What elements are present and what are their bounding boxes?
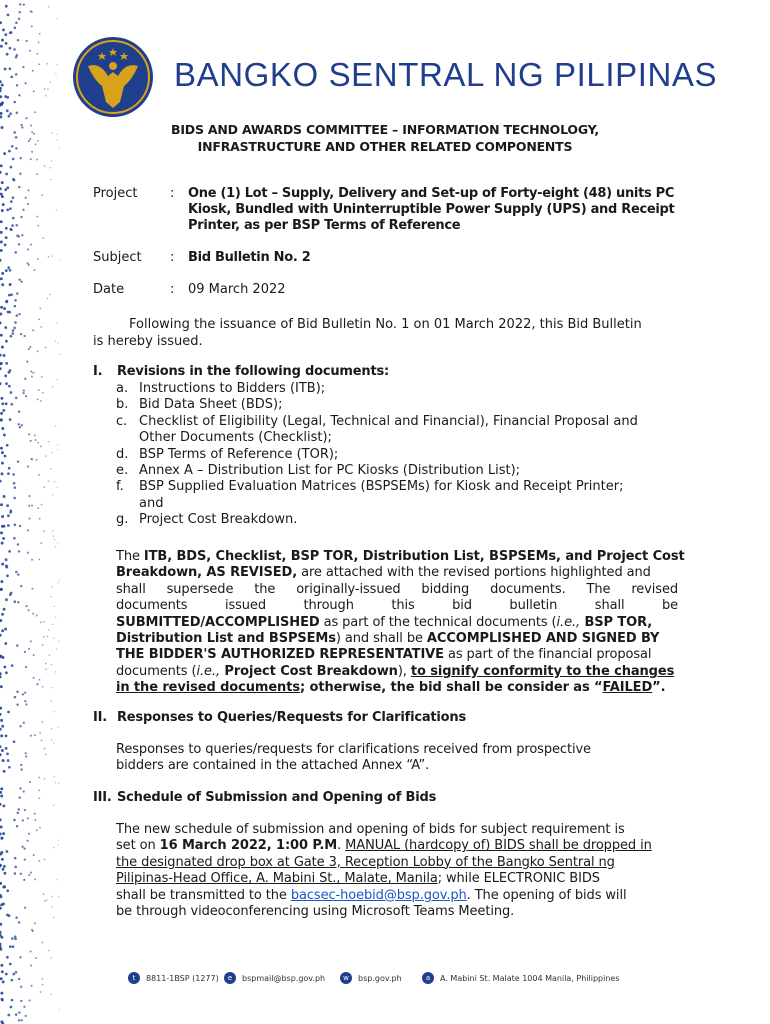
web-icon: w: [340, 972, 352, 984]
project-value-line: Printer, as per BSP Terms of Reference: [188, 218, 461, 233]
location-icon: a: [422, 972, 434, 984]
project-value-line: Kiosk, Bundled with Uninterruptible Power Supply (UPS) and Receipt: [188, 202, 675, 217]
colon: :: [170, 282, 175, 297]
section-2-heading: [93, 710, 466, 725]
justified-line: shall supersede the originally-issued bidding documents. The revised: [116, 581, 678, 597]
subject-value: Bid Bulletin No. 2: [188, 250, 311, 265]
list-item: g. Project Cost Breakdown.: [116, 512, 298, 528]
date-value: 09 March 2022: [188, 282, 286, 297]
section-title: Schedule of Submission and Opening of Bids: [117, 790, 437, 805]
footer-website[interactable]: w bsp.gov.ph: [340, 972, 402, 984]
section-title: Revisions in the following documents:: [117, 364, 389, 379]
section-3-heading: [93, 790, 436, 805]
intro-line: Following the issuance of Bid Bulletin No. 1 on 01 March 2022, this Bid Bulletin: [129, 317, 642, 332]
section-title: Responses to Queries/Requests for Clarifications: [117, 710, 467, 725]
intro-line: is hereby issued.: [93, 334, 203, 349]
committee-title-line: BIDS AND AWARDS COMMITTEE – INFORMATION TECHNOLOGY,: [171, 122, 599, 137]
decorative-dot-border: [0, 0, 70, 1024]
list-item: c. Checklist of Eligibility (Legal, Technical and Financial), Financial Proposal and Other Documents (Checklist);: [116, 413, 638, 446]
list-item: d. BSP Terms of Reference (TOR);: [116, 446, 339, 462]
section-number: II.: [93, 710, 108, 725]
list-item: e. Annex A – Distribution List for PC Kiosks (Distribution List);: [116, 463, 521, 479]
list-item: a. Instructions to Bidders (ITB);: [116, 381, 326, 396]
intro-paragraph: [93, 316, 677, 350]
phone-icon: t: [128, 972, 140, 984]
project-label: Project: [93, 186, 138, 201]
justified-line: documents issued through this bid bulletin shall be: [116, 598, 678, 614]
email-icon: e: [224, 972, 236, 984]
footer-address: a A. Mabini St. Malate 1004 Manila, Philippines: [422, 972, 620, 984]
footer-email[interactable]: e bspmail@bsp.gov.ph: [224, 972, 325, 984]
footer-phone: t 8811-1BSP (1277): [128, 972, 219, 984]
schedule-paragraph: The new schedule of submission and opening of bids for subject requirement is set on 16 March 2022, 1:00 P.M. MANUAL (hardcopy of) BIDS shall be dropped in the designated drop box at Gate 3, Reception Lobby of the Bangko Sentral ng Pilipinas-Head Office, A. Mabini St., Malate, Manila; while ELECTRONIC BIDS shall be transmitted to the bacsec-hoebid@bsp.gov.ph. The opening of bids will be through videoconferencing using Microsoft Teams Meeting.: [116, 822, 652, 920]
date-label: Date: [93, 282, 125, 297]
bid-email-link[interactable]: bacsec-hoebid@bsp.gov.ph: [290, 887, 467, 903]
colon: :: [170, 186, 175, 201]
section-number: III.: [93, 790, 112, 805]
organization-name: BANGKO SENTRAL NG PILIPINAS: [174, 56, 718, 93]
section-number: I.: [93, 364, 103, 379]
clarifications-paragraph: Responses to queries/requests for clarifications received from prospective bidders are contained in the attached Annex “A”.: [116, 742, 591, 774]
colon: :: [170, 250, 175, 265]
revised-documents-list: [116, 381, 678, 529]
committee-title: [110, 121, 660, 155]
list-item: f. BSP Supplied Evaluation Matrices (BSPSEMs) for Kiosk and Receipt Printer; and: [116, 479, 624, 511]
bsp-seal-logo: [70, 36, 156, 118]
letterhead: [70, 36, 750, 118]
list-item: b. Bid Data Sheet (BDS);: [116, 397, 283, 413]
section-1-heading: [93, 364, 389, 379]
revision-instructions-paragraph: The ITB, BDS, Checklist, BSP TOR, Distribution List, BSPSEMs, and Project Cost Breakdown, AS REVISED, are attached with the revised portions highlighted and shall supersede the originally-issued bidding documents. The revised documents issued through this bid bulletin shall be SUBMITTED/ACCOMPLISHED as part of the technical documents (i.e., BSP TOR, Distribution List and BSPSEMs) and shall be ACCOMPLISHED AND SIGNED BY THE BIDDER'S AUTHORIZED REPRESENTATIVE as part of the financial proposal documents (i.e., Project Cost Breakdown), to signify conformity to the changes in the revised documents; otherwise, the bid shall be consider as “FAILED”.: [116, 549, 685, 696]
project-value: [188, 186, 678, 234]
committee-title-line: INFRASTRUCTURE AND OTHER RELATED COMPONENTS: [197, 139, 573, 154]
project-value-line: One (1) Lot – Supply, Delivery and Set-up of Forty-eight (48) units PC: [188, 186, 675, 201]
subject-label: Subject: [93, 250, 142, 265]
